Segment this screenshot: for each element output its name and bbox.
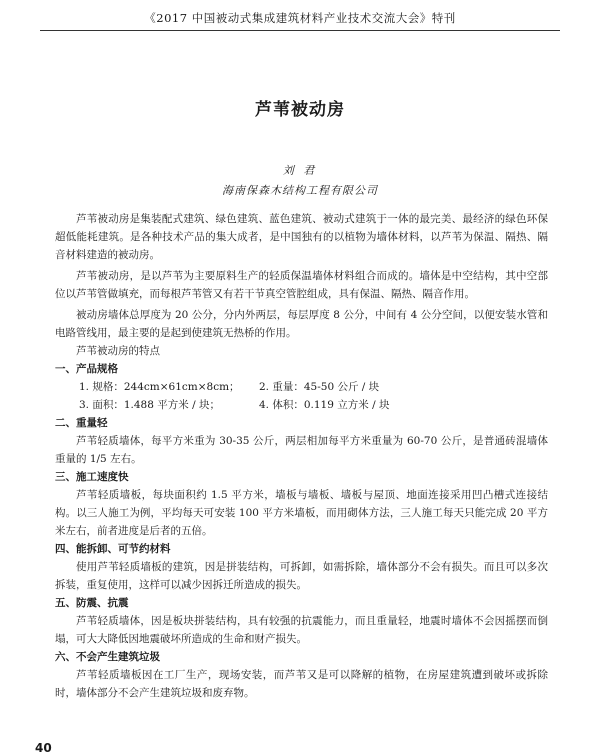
intro-paragraph-2: 芦苇被动房，是以芦苇为主要原料生产的轻质保温墙体材料组合而成的。墙体是中空结构，其中空部位以芦苇管做填充，而每根芦苇管又有若干节真空管腔组成，具有保温、隔热、隔音作用。 bbox=[55, 270, 548, 300]
section-text-earthquake: 芦苇轻质墙体，因是板块拼装结构，具有较强的抗震能力，而且重量轻，地震时墙体不会因摇摆而倒塌，可大大降低因地震破坏所造成的生命和财产损失。 bbox=[55, 615, 548, 645]
author-affiliation: 海南保森木结构工程有限公司 bbox=[222, 184, 378, 197]
article-title: 芦苇被动房 bbox=[255, 100, 345, 120]
spec-size: 1. 规格：244cm×61cm×8cm； bbox=[79, 381, 240, 393]
section-text-light-weight: 芦苇轻质墙体，每平方米重为 30-35 公斤，两层相加每平方米重量为 60-70 公斤，是普通砖混墙体重量的 1/5 左右。 bbox=[55, 435, 548, 465]
spec-area: 3. 面积：1.488 平方米 / 块； bbox=[79, 399, 220, 411]
spec-weight: 2. 重量：45-50 公斤 / 块 bbox=[259, 381, 380, 393]
spec-row-1 bbox=[79, 378, 548, 396]
article-body bbox=[55, 210, 548, 702]
author-name: 刘 君 bbox=[282, 164, 318, 177]
section-heading-fast-construction: 三、施工速度快 bbox=[55, 471, 129, 483]
intro-paragraph-3: 被动房墙体总厚度为 20 公分，分内外两层，每层厚度 8 公分，中间有 4 公分空间，以便安装水管和电路管线用，最主要的是起到使建筑无热桥的作用。 bbox=[55, 309, 548, 339]
section-heading-light-weight: 二、重量轻 bbox=[55, 417, 108, 429]
section-heading-specs: 一、产品规格 bbox=[55, 363, 118, 375]
spec-row-2 bbox=[79, 396, 548, 414]
section-heading-removable: 四、能拆卸、可节约材料 bbox=[55, 543, 171, 555]
header-rule bbox=[40, 30, 560, 31]
section-heading-no-waste: 六、不会产生建筑垃圾 bbox=[55, 651, 160, 663]
section-text-fast-construction: 芦苇轻质墙板，每块面积约 1.5 平方米，墙板与墙板、墙板与屋顶、地面连接采用凹凸槽式连接结构。以三人施工为例，平均每天可安装 100 平方米墙板，而用砌体方法，三人施工每天只能完成 20 平方米左右，前者进度是后者的五倍。 bbox=[55, 489, 548, 537]
intro-paragraph-1: 芦苇被动房是集装配式建筑、绿色建筑、蓝色建筑、被动式建筑于一体的最完美、最经济的绿色环保超低能耗建筑。是各种技术产品的集大成者，是中国独有的以植物为墙体材料，以芦苇为保温、隔热、隔音材料建造的被动房。 bbox=[55, 213, 548, 261]
spec-volume: 4. 体积：0.119 立方米 / 块 bbox=[259, 399, 390, 411]
section-text-no-waste: 芦苇轻质墙板因在工厂生产，现场安装，而芦苇又是可以降解的植物，在房屋建筑遭到破坏或拆除时，墙体部分不会产生建筑垃圾和废弃物。 bbox=[55, 669, 548, 699]
section-text-removable: 使用芦苇轻质墙板的建筑，因是拼装结构，可拆卸，如需拆除，墙体部分不会有损失。而且可以多次拆装，重复使用，这样可以减少因拆迁所造成的损失。 bbox=[55, 561, 548, 591]
features-intro: 芦苇被动房的特点 bbox=[76, 345, 160, 357]
section-heading-earthquake: 五、防震、抗震 bbox=[55, 597, 129, 609]
page-number: 40 bbox=[35, 741, 52, 755]
running-header: 《2017 中国被动式集成建筑材料产业技术交流大会》特刊 bbox=[144, 11, 456, 25]
